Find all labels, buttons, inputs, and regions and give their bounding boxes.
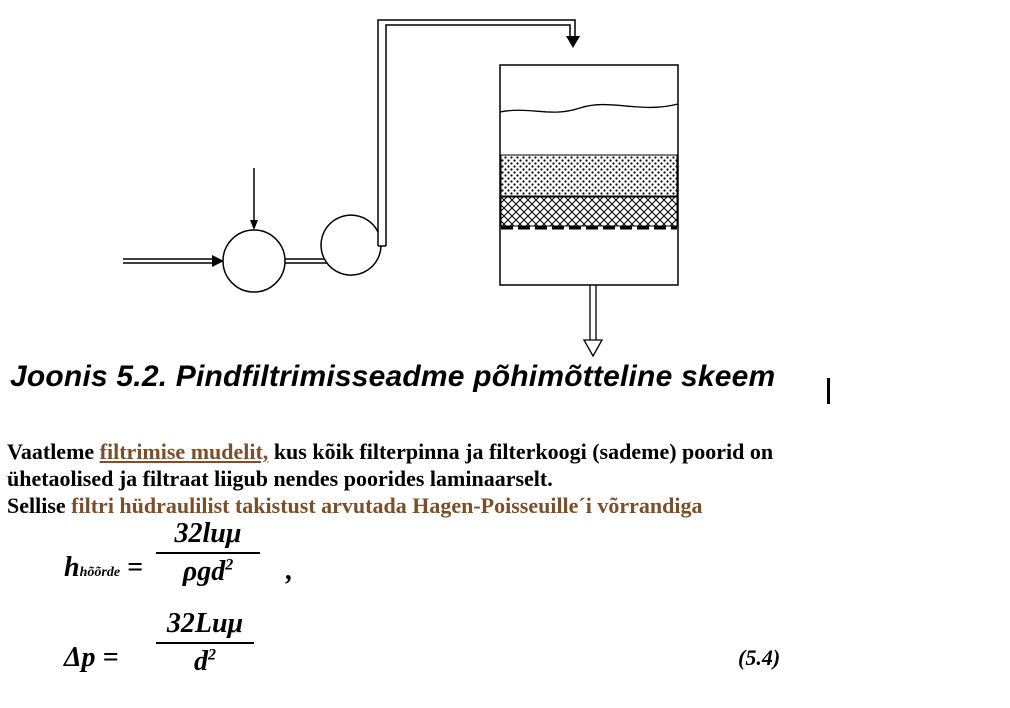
- line3-start: Sellise: [7, 493, 72, 518]
- formula2-lhs: Δp: [64, 642, 96, 673]
- formula2-equals: =: [102, 642, 119, 673]
- filtrate-outlet-arrow: [584, 285, 602, 356]
- pump: [321, 215, 386, 275]
- formula1-comma: ,: [286, 555, 293, 586]
- formula2-denominator: d: [194, 646, 208, 677]
- model-link[interactable]: filtrimise mudelit,: [99, 439, 269, 464]
- body-paragraph: [7, 438, 1007, 519]
- paragraph-line-3: [7, 492, 1007, 519]
- filter-medium-layer: [501, 197, 677, 226]
- formula2-fraction-bar: [156, 642, 254, 644]
- formula1-exponent: 2: [225, 556, 234, 574]
- formula1-lhs: h: [64, 552, 80, 583]
- line1-end: kus kõik filterpinna ja filterkoogi (sademe) poorid on: [268, 439, 774, 464]
- inlet-arrow: [123, 255, 224, 267]
- formula2-numerator: 32Luμ: [166, 608, 244, 639]
- equation-number: (5.4): [738, 645, 781, 670]
- formula1-subscript: hõõrde: [79, 565, 121, 580]
- formula1-fraction-bar: [156, 552, 260, 554]
- formula1-denominator: ρgd: [182, 556, 226, 587]
- highlighted-phrase: filtri hüdraulilist takistust arvutada Hagen-Poisseuille´i võrrandiga: [71, 493, 703, 518]
- paragraph-line-2: ühetaolised ja filtraat liigub nendes poorides laminaarselt.: [7, 466, 553, 491]
- paragraph-line-1: [7, 438, 1007, 465]
- text-cursor: [827, 378, 830, 404]
- filter-cake-layer: [501, 155, 677, 196]
- figure-caption: Joonis 5.2. Pindfiltrimisseadme põhimõtteline skeem: [10, 360, 776, 393]
- formula1-numerator: 32luμ: [174, 518, 242, 549]
- additive-arrow: [250, 168, 258, 230]
- line1-start: Vaatleme: [7, 439, 100, 464]
- mixer-vessel: [223, 230, 285, 292]
- formula1-equals: =: [127, 552, 143, 583]
- formula2-exponent: 2: [208, 646, 216, 664]
